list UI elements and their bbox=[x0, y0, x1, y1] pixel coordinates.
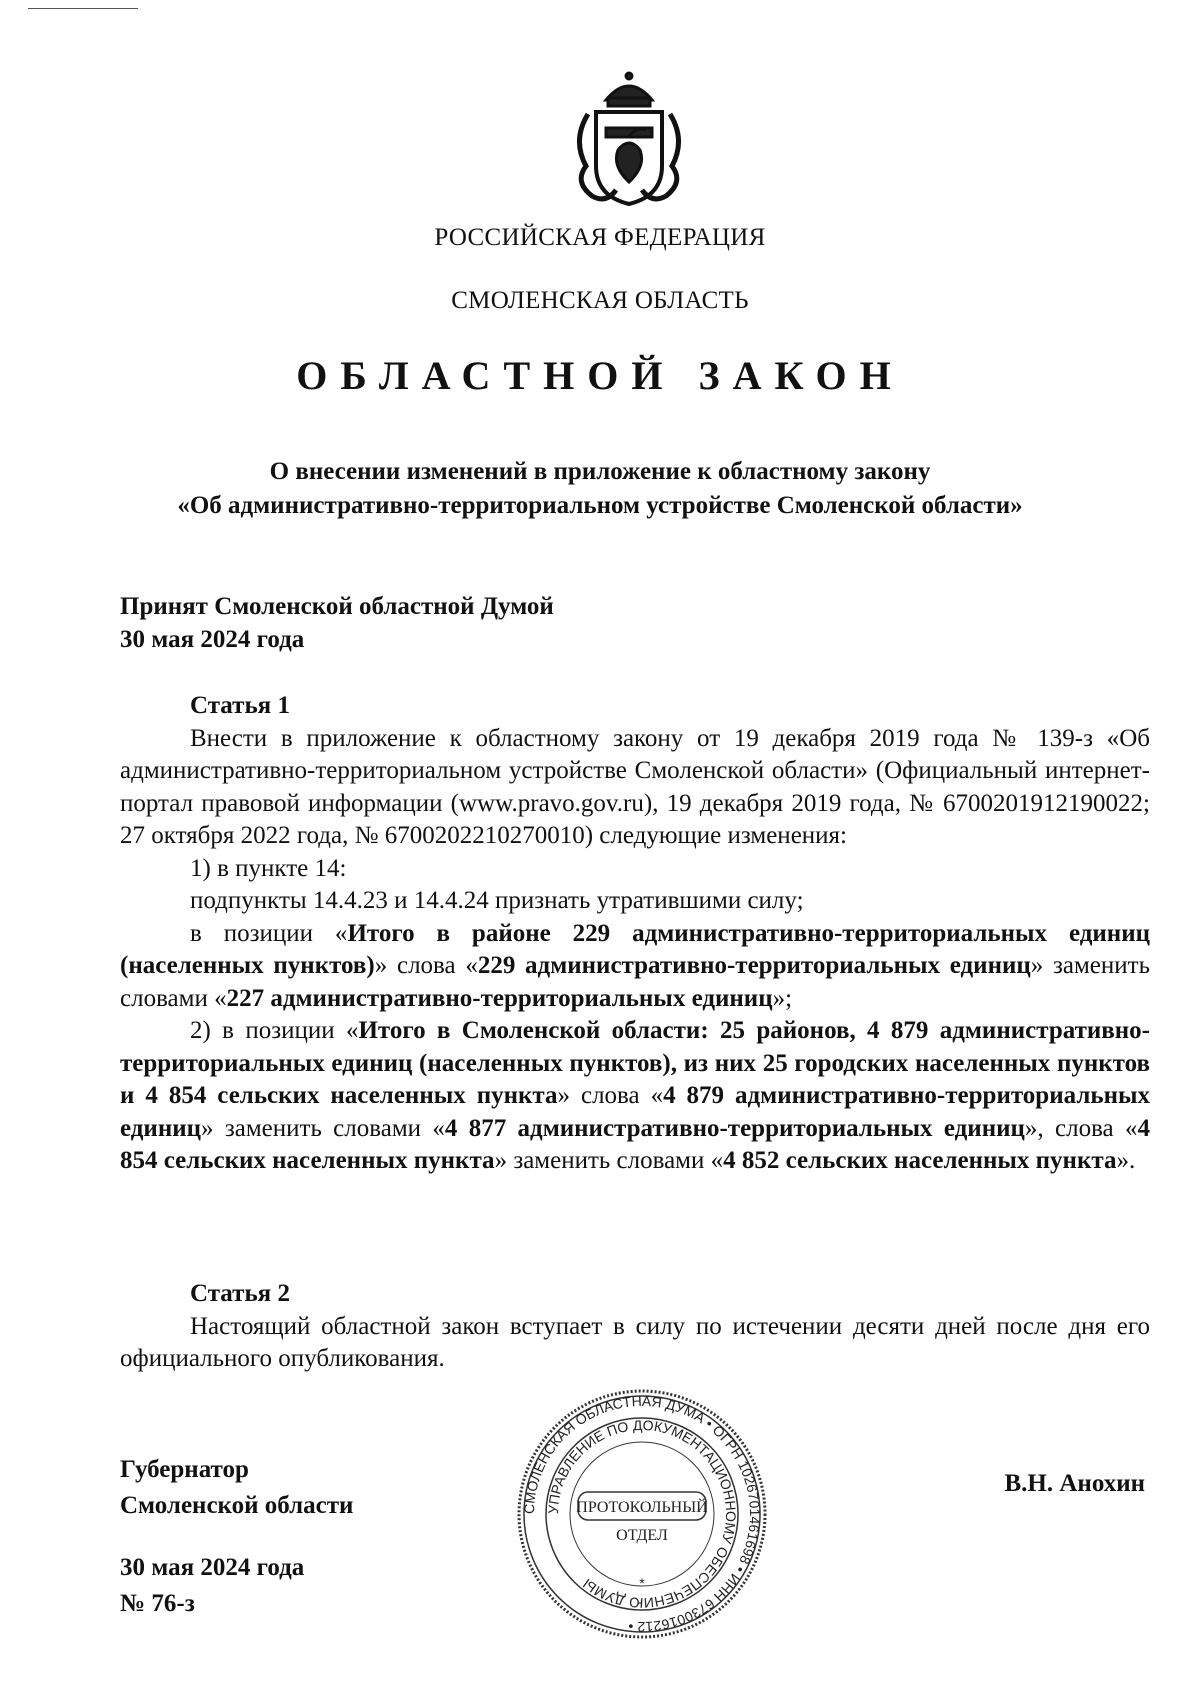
article-1-item-2 bbox=[120, 1015, 1150, 1178]
adopted-date: 30 мая 2024 года bbox=[120, 626, 305, 653]
article-1-item-1-sub-1: подпункты 14.4.23 и 14.4.24 признать утратившими силу; bbox=[190, 887, 804, 914]
article-1-heading: Статья 1 bbox=[190, 692, 290, 719]
text-fragment: » заменить словами « bbox=[494, 1147, 724, 1174]
bold-fragment: 229 административно-территориальных единиц bbox=[477, 952, 1031, 979]
scan-edge-line bbox=[28, 8, 138, 10]
stamp-inner-path: УПРАВЛЕНИЕ ПО ДОКУМЕНТАЦИОННОМУ ОБЕСПЕЧЕНИЮ ДУМЫ bbox=[544, 1416, 740, 1612]
signatory-title-line-2: Смоленской области bbox=[120, 1492, 354, 1519]
text-fragment: » слова « bbox=[557, 1082, 664, 1109]
article-1-item-1-sub-2 bbox=[120, 918, 1150, 1016]
bold-fragment: Итого в районе 229 административно-территориальных единиц (населенных пунктов) bbox=[120, 919, 1151, 979]
stamp-center-line-1: ПРОТОКОЛЬНЫЙ bbox=[576, 1499, 708, 1516]
article-1-item-1: 1) в пункте 14: bbox=[190, 854, 347, 882]
article-2 bbox=[120, 1278, 1150, 1376]
signatory-title-line-1: Губернатор bbox=[120, 1456, 249, 1483]
bold-fragment: 227 административно-территориальных единиц bbox=[226, 984, 773, 1012]
text-fragment: ». bbox=[1116, 1147, 1136, 1174]
coat-of-arms-icon bbox=[566, 70, 692, 210]
adopted-by: Принят Смоленской областной Думой bbox=[120, 593, 554, 620]
bold-fragment: 4 854 сельских населенных пункта bbox=[120, 1114, 1150, 1174]
article-1 bbox=[120, 690, 1150, 1178]
official-stamp bbox=[516, 1388, 768, 1640]
law-number: № 76-з bbox=[120, 1590, 195, 1617]
text-fragment: в позиции « bbox=[190, 919, 348, 947]
article-2-heading: Статья 2 bbox=[190, 1280, 290, 1307]
country-heading: РОССИЙСКАЯ ФЕДЕРАЦИЯ bbox=[434, 224, 766, 251]
article-2-text: Настоящий областной закон вступает в силу по истечении десяти дней после дня его официального опубликования. bbox=[120, 1312, 1150, 1372]
document-type-title: ОБЛАСТНОЙ ЗАКОН bbox=[296, 353, 904, 398]
text-fragment: », слова « bbox=[1024, 1114, 1138, 1142]
stamp-outer-path: СМОЛЕНСКАЯ ОБЛАСТНАЯ ДУМА • ОГРН 1026701461698 • ИНН 6730016212 • bbox=[520, 1392, 764, 1636]
bold-fragment: Итого в Смоленской области: 25 районов, 4 879 административно-территориальных единиц (населенных пунктов), из них 25 городских населенных пунктов и 4 854 сельских населенных пункта bbox=[120, 1017, 1150, 1109]
signing-date: 30 мая 2024 года bbox=[120, 1554, 305, 1581]
bold-fragment: 4 852 сельских населенных пункта bbox=[723, 1147, 1117, 1174]
stamp-center-line-2: ОТДЕЛ bbox=[616, 1527, 668, 1544]
signing-info bbox=[120, 1550, 304, 1622]
text-fragment: » слова « bbox=[374, 952, 478, 979]
law-title-line-2: «Об административно-территориальном устройстве Смоленской области» bbox=[177, 492, 1023, 519]
adoption-info bbox=[120, 590, 554, 656]
signatory-name: В.Н. Анохин bbox=[1004, 1470, 1145, 1497]
text-fragment: » заменить словами « bbox=[120, 952, 1150, 1012]
text-fragment: » заменить словами « bbox=[201, 1114, 445, 1142]
text-fragment: 2) в позиции « bbox=[190, 1017, 359, 1044]
signatory-title bbox=[120, 1452, 353, 1524]
article-1-intro: Внести в приложение к областному закону от 19 декабря 2019 года № 139-з «Об административно-территориальном устройстве Смоленской области» (Официальный интернет-портал правовой информации (www.pravo.gov.ru), 19 декабря 2019 года, № 6700201912190022; 27 октября 2022 года, № 6700202210270010) следующие изменения: bbox=[120, 724, 1150, 849]
star-icon: * bbox=[639, 1575, 645, 1591]
bold-fragment: 4 879 административно-территориальных единиц bbox=[120, 1082, 1150, 1142]
bold-fragment: 4 877 административно-территориальных единиц bbox=[444, 1114, 1025, 1142]
law-title-line-1: О внесении изменений в приложение к областному закону bbox=[269, 458, 931, 485]
text-fragment: »; bbox=[772, 984, 793, 1012]
region-heading: СМОЛЕНСКАЯ ОБЛАСТЬ bbox=[451, 287, 749, 314]
